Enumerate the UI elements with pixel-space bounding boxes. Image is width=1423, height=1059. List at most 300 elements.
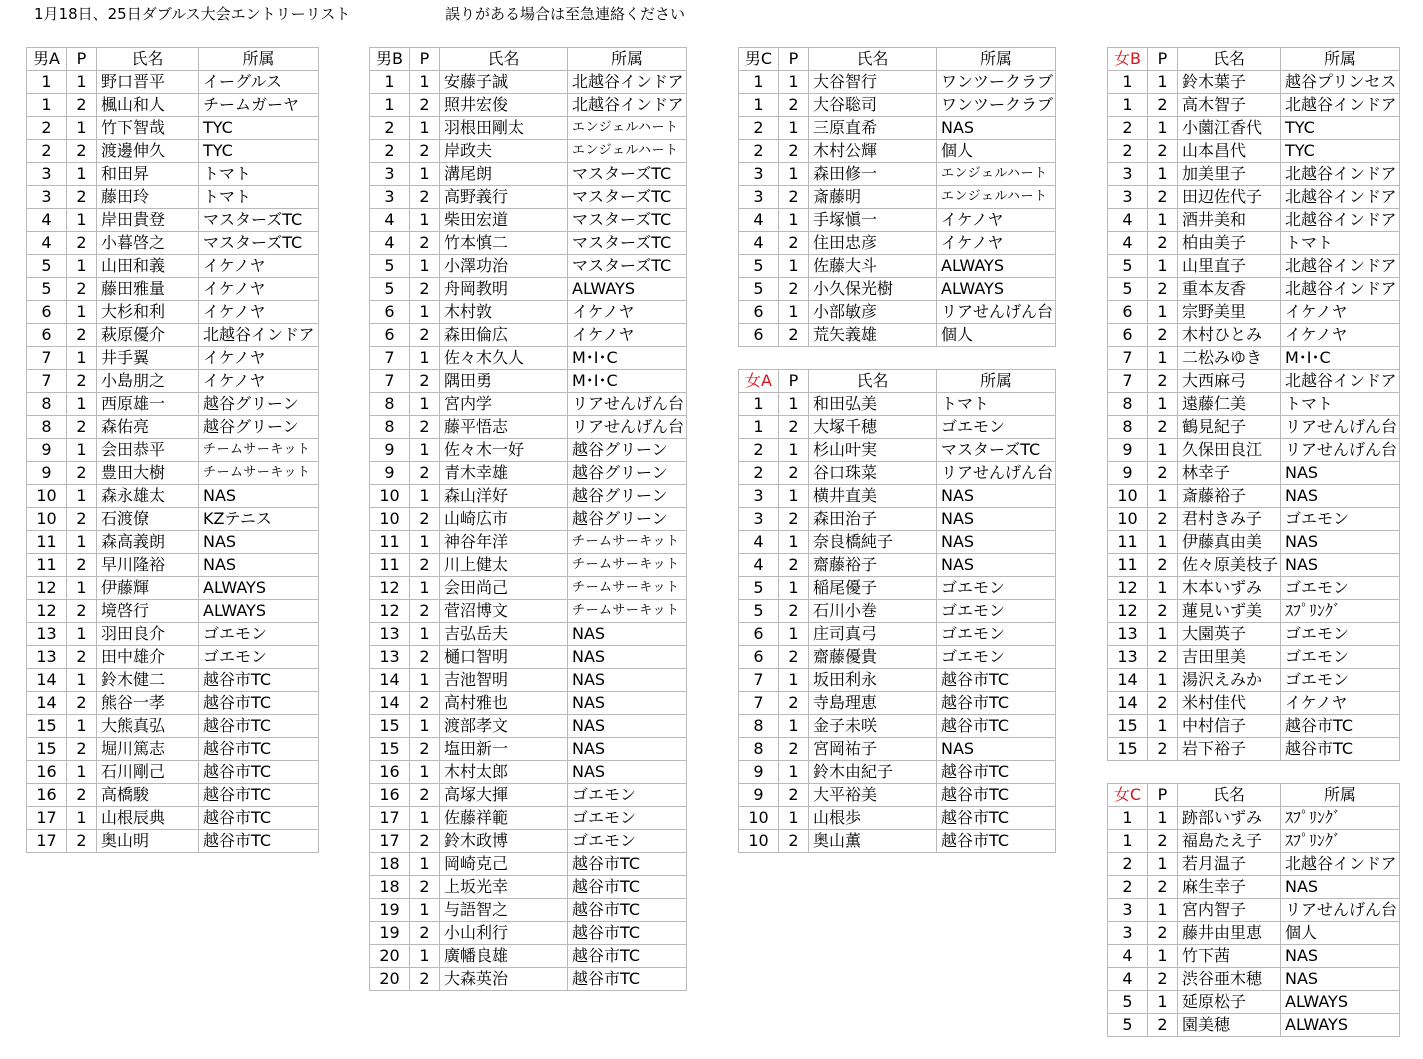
player-name-cell: 山田和義 [97, 255, 199, 278]
pair-number-cell: 15 [370, 738, 410, 761]
table-row [27, 807, 319, 830]
table-row [27, 439, 319, 462]
table-row [27, 577, 319, 600]
club-cell: ゴエモン [1281, 669, 1400, 692]
table-row [739, 784, 1056, 807]
table-row [1108, 508, 1400, 531]
table-row [27, 554, 319, 577]
pair-number-cell: 10 [739, 830, 779, 853]
player-name-cell: 山根辰典 [97, 807, 199, 830]
pair-number-cell: 17 [27, 807, 67, 830]
pair-number-cell: 19 [370, 899, 410, 922]
player-name-cell: 森高義朗 [97, 531, 199, 554]
club-cell: 北越谷インドア [1281, 209, 1400, 232]
table-row [370, 485, 687, 508]
table-row [27, 623, 319, 646]
pair-position-cell: 1 [410, 117, 440, 140]
club-cell: NAS [1281, 876, 1400, 899]
pair-position-cell: 1 [779, 623, 809, 646]
pair-position-cell: 2 [1148, 416, 1178, 439]
player-name-cell: 寺島理恵 [809, 692, 937, 715]
pair-position-cell: 1 [1148, 209, 1178, 232]
pair-number-cell: 7 [370, 370, 410, 393]
club-cell: ゴエモン [568, 830, 687, 853]
player-name-cell: 上坂光幸 [440, 876, 568, 899]
name-header: 氏名 [440, 48, 568, 71]
club-cell: 越谷市TC [937, 669, 1056, 692]
player-name-cell: 木村公輝 [809, 140, 937, 163]
pair-number-cell: 11 [1108, 531, 1148, 554]
page-title: 1月18日、25日ダブルス大会エントリーリスト [34, 5, 351, 23]
pair-number-cell: 12 [27, 577, 67, 600]
club-cell: 越谷市TC [568, 922, 687, 945]
club-cell: NAS [1281, 485, 1400, 508]
player-name-cell: 延原松子 [1178, 991, 1281, 1014]
club-cell: マスターズTC [568, 163, 687, 186]
club-cell: トマト [937, 393, 1056, 416]
club-cell: リアせんげん台 [1281, 439, 1400, 462]
club-header: 所属 [1281, 784, 1400, 807]
pair-number-cell: 6 [739, 324, 779, 347]
player-name-cell: 中村信子 [1178, 715, 1281, 738]
club-cell: 北越谷インドア [1281, 163, 1400, 186]
pair-position-cell: 2 [67, 738, 97, 761]
pair-position-cell: 1 [779, 301, 809, 324]
player-name-cell: 吉弘岳夫 [440, 623, 568, 646]
table-row [1108, 715, 1400, 738]
pair-position-cell: 1 [1148, 71, 1178, 94]
club-cell: マスターズTC [199, 209, 319, 232]
table-row [739, 715, 1056, 738]
player-name-cell: 手塚愼一 [809, 209, 937, 232]
table-row [739, 255, 1056, 278]
table-row [27, 830, 319, 853]
pair-position-cell: 2 [1148, 922, 1178, 945]
table-row [739, 554, 1056, 577]
table-row [27, 94, 319, 117]
pair-number-cell: 7 [27, 370, 67, 393]
table-row [27, 784, 319, 807]
table-row [739, 209, 1056, 232]
pair-number-cell: 13 [370, 646, 410, 669]
pair-number-cell: 1 [1108, 807, 1148, 830]
pair-position-cell: 1 [410, 853, 440, 876]
pair-position-cell: 2 [1148, 876, 1178, 899]
player-name-cell: 羽根田剛太 [440, 117, 568, 140]
pair-number-cell: 6 [370, 324, 410, 347]
pair-number-cell: 14 [1108, 669, 1148, 692]
player-name-cell: 若月温子 [1178, 853, 1281, 876]
pair-number-cell: 13 [1108, 623, 1148, 646]
table-row [370, 761, 687, 784]
player-name-cell: 竹下智哉 [97, 117, 199, 140]
club-cell: 越谷市TC [199, 807, 319, 830]
pair-position-cell: 1 [410, 623, 440, 646]
pair-number-cell: 3 [1108, 163, 1148, 186]
table-row [1108, 991, 1400, 1014]
table-row [739, 439, 1056, 462]
club-cell: エンジェルハート [937, 186, 1056, 209]
table-row [27, 715, 319, 738]
table-row [739, 577, 1056, 600]
table-row [1108, 301, 1400, 324]
pair-position-cell: 1 [779, 255, 809, 278]
club-cell: ゴエモン [937, 623, 1056, 646]
player-name-cell: 坂田利永 [809, 669, 937, 692]
player-name-cell: 遠藤仁美 [1178, 393, 1281, 416]
pair-number-cell: 3 [739, 163, 779, 186]
table-row [1108, 968, 1400, 991]
pair-number-cell: 2 [370, 117, 410, 140]
club-cell: トマト [199, 186, 319, 209]
table-row [370, 968, 687, 991]
table-row [370, 945, 687, 968]
player-name-cell: 小山利行 [440, 922, 568, 945]
pair-position-cell: 1 [410, 439, 440, 462]
player-name-cell: 渡邊伸久 [97, 140, 199, 163]
player-name-cell: 藤田玲 [97, 186, 199, 209]
club-cell: 越谷プリンセス [1281, 71, 1400, 94]
player-name-cell: 和田弘美 [809, 393, 937, 416]
player-name-cell: 与語智之 [440, 899, 568, 922]
club-cell: イケノヤ [568, 301, 687, 324]
player-name-cell: 照井宏俊 [440, 94, 568, 117]
table-row [1108, 485, 1400, 508]
player-name-cell: 岸政夫 [440, 140, 568, 163]
pair-number-cell: 11 [1108, 554, 1148, 577]
pair-number-cell: 3 [27, 186, 67, 209]
pair-position-cell: 1 [67, 669, 97, 692]
pair-position-cell: 1 [1148, 163, 1178, 186]
group-label-header: 女B [1108, 48, 1148, 71]
pair-position-cell: 1 [410, 715, 440, 738]
player-name-cell: 山本昌代 [1178, 140, 1281, 163]
pair-number-cell: 12 [370, 577, 410, 600]
pair-position-cell: 1 [779, 163, 809, 186]
player-name-cell: 森山洋好 [440, 485, 568, 508]
club-cell: 越谷市TC [937, 830, 1056, 853]
table-row [27, 485, 319, 508]
club-cell: 越谷市TC [199, 784, 319, 807]
table-row [739, 508, 1056, 531]
table-row [739, 163, 1056, 186]
pair-position-cell: 1 [779, 485, 809, 508]
table-row [370, 853, 687, 876]
table-row [1108, 347, 1400, 370]
club-cell: NAS [1281, 462, 1400, 485]
club-cell: リアせんげん台 [1281, 416, 1400, 439]
pair-position-cell: 1 [1148, 255, 1178, 278]
player-name-cell: 藤井由里恵 [1178, 922, 1281, 945]
pair-position-cell: 2 [410, 830, 440, 853]
pair-number-cell: 1 [370, 71, 410, 94]
club-cell: TYC [1281, 140, 1400, 163]
pair-number-cell: 1 [739, 71, 779, 94]
club-cell: チームサーキット [199, 462, 319, 485]
club-cell: 北越谷インドア [1281, 278, 1400, 301]
table-row [27, 508, 319, 531]
pair-number-cell: 10 [370, 485, 410, 508]
table-row [1108, 738, 1400, 761]
club-cell: イケノヤ [199, 370, 319, 393]
player-name-cell: 横井直美 [809, 485, 937, 508]
table-row [1108, 462, 1400, 485]
table-row [1108, 163, 1400, 186]
pair-position-cell: 1 [410, 669, 440, 692]
table-row [739, 807, 1056, 830]
pair-number-cell: 8 [739, 715, 779, 738]
table-row [1108, 577, 1400, 600]
pair-position-cell: 2 [67, 600, 97, 623]
pair-position-cell: 1 [67, 761, 97, 784]
club-cell: ゴエモン [1281, 646, 1400, 669]
pair-number-cell: 7 [1108, 347, 1148, 370]
pair-number-cell: 15 [1108, 715, 1148, 738]
table-row [739, 692, 1056, 715]
pair-position-header: P [67, 48, 97, 71]
pair-number-cell: 7 [370, 347, 410, 370]
club-cell: NAS [937, 738, 1056, 761]
club-cell: ALWAYS [937, 278, 1056, 301]
entry-table-female-a [738, 369, 1056, 853]
table-row [739, 738, 1056, 761]
table-row [739, 462, 1056, 485]
player-name-cell: 高野義行 [440, 186, 568, 209]
pair-position-cell: 2 [1148, 600, 1178, 623]
player-name-cell: 木村敦 [440, 301, 568, 324]
table-row [27, 393, 319, 416]
pair-number-cell: 9 [27, 462, 67, 485]
club-cell: エンジェルハート [568, 140, 687, 163]
pair-number-cell: 6 [1108, 324, 1148, 347]
club-cell: 北越谷インドア [568, 94, 687, 117]
club-cell: ワンツークラブ [937, 94, 1056, 117]
pair-position-cell: 2 [1148, 278, 1178, 301]
table-row [370, 531, 687, 554]
player-name-cell: 田辺佐代子 [1178, 186, 1281, 209]
pair-number-cell: 9 [1108, 439, 1148, 462]
pair-number-cell: 2 [739, 439, 779, 462]
player-name-cell: 小部敏彦 [809, 301, 937, 324]
pair-number-cell: 3 [1108, 899, 1148, 922]
table-row [370, 922, 687, 945]
player-name-cell: 渡部孝文 [440, 715, 568, 738]
table-row [739, 301, 1056, 324]
pair-position-cell: 2 [410, 94, 440, 117]
pair-position-cell: 1 [1148, 531, 1178, 554]
pair-position-cell: 2 [67, 508, 97, 531]
pair-number-cell: 1 [370, 94, 410, 117]
pair-number-cell: 8 [1108, 416, 1148, 439]
table-row [27, 738, 319, 761]
entry-table-male-b [369, 47, 687, 991]
pair-number-cell: 2 [1108, 117, 1148, 140]
club-cell: TYC [1281, 117, 1400, 140]
pair-position-header: P [1148, 784, 1178, 807]
pair-position-cell: 2 [67, 94, 97, 117]
player-name-cell: 斎藤裕子 [1178, 485, 1281, 508]
pair-number-cell: 4 [370, 232, 410, 255]
club-cell: 越谷市TC [568, 853, 687, 876]
club-cell: 越谷市TC [937, 715, 1056, 738]
pair-number-cell: 11 [27, 554, 67, 577]
pair-position-cell: 1 [1148, 117, 1178, 140]
player-name-cell: 谷口珠菜 [809, 462, 937, 485]
pair-position-cell: 1 [67, 393, 97, 416]
pair-position-cell: 1 [410, 577, 440, 600]
club-cell: ゴエモン [937, 600, 1056, 623]
club-cell: ｽﾌﾟﾘﾝｸﾞ [1281, 600, 1400, 623]
pair-position-cell: 2 [1148, 186, 1178, 209]
club-cell: イケノヤ [937, 209, 1056, 232]
table-row [739, 278, 1056, 301]
pair-number-cell: 14 [370, 669, 410, 692]
table-row [370, 186, 687, 209]
player-name-cell: 鶴見紀子 [1178, 416, 1281, 439]
table-row [27, 531, 319, 554]
player-name-cell: 渋谷亜木穂 [1178, 968, 1281, 991]
pair-position-cell: 2 [779, 508, 809, 531]
player-name-cell: 大平裕美 [809, 784, 937, 807]
pair-number-cell: 15 [27, 738, 67, 761]
table-row [739, 531, 1056, 554]
player-name-cell: 木村ひとみ [1178, 324, 1281, 347]
table-row [27, 209, 319, 232]
pair-position-cell: 1 [67, 439, 97, 462]
pair-position-cell: 1 [410, 899, 440, 922]
club-cell: イケノヤ [1281, 692, 1400, 715]
pair-position-cell: 2 [410, 646, 440, 669]
player-name-cell: 羽田良介 [97, 623, 199, 646]
club-cell: マスターズTC [199, 232, 319, 255]
pair-position-cell: 1 [1148, 393, 1178, 416]
club-cell: イケノヤ [937, 232, 1056, 255]
club-cell: ゴエモン [1281, 508, 1400, 531]
player-name-cell: 小久保光樹 [809, 278, 937, 301]
pair-number-cell: 3 [27, 163, 67, 186]
table-row [370, 370, 687, 393]
player-name-cell: 小島朋之 [97, 370, 199, 393]
table-row [739, 485, 1056, 508]
club-cell: M･I･C [1281, 347, 1400, 370]
table-row [370, 600, 687, 623]
pair-number-cell: 3 [370, 163, 410, 186]
table-row [370, 140, 687, 163]
table-row [27, 232, 319, 255]
club-cell: 越谷市TC [568, 968, 687, 991]
player-name-cell: 山崎広市 [440, 508, 568, 531]
pair-number-cell: 6 [739, 646, 779, 669]
pair-number-cell: 15 [370, 715, 410, 738]
player-name-cell: 奈良橋純子 [809, 531, 937, 554]
player-name-cell: 藤田雅量 [97, 278, 199, 301]
pair-number-cell: 5 [1108, 255, 1148, 278]
player-name-cell: 溝尾朗 [440, 163, 568, 186]
pair-position-cell: 2 [67, 692, 97, 715]
club-cell: 越谷市TC [568, 899, 687, 922]
player-name-cell: 青木幸雄 [440, 462, 568, 485]
club-cell: 越谷市TC [1281, 738, 1400, 761]
pair-number-cell: 12 [370, 600, 410, 623]
club-cell: TYC [199, 117, 319, 140]
pair-number-cell: 13 [1108, 646, 1148, 669]
pair-number-cell: 1 [27, 71, 67, 94]
pair-position-cell: 2 [67, 278, 97, 301]
pair-position-cell: 2 [67, 416, 97, 439]
pair-position-cell: 1 [779, 807, 809, 830]
player-name-cell: 楓山和人 [97, 94, 199, 117]
pair-position-cell: 2 [67, 370, 97, 393]
pair-number-cell: 8 [1108, 393, 1148, 416]
pair-number-cell: 5 [739, 255, 779, 278]
pair-number-cell: 4 [739, 209, 779, 232]
club-header: 所属 [937, 370, 1056, 393]
pair-position-cell: 1 [1148, 715, 1178, 738]
pair-position-cell: 2 [1148, 462, 1178, 485]
table-row [370, 623, 687, 646]
club-cell: イケノヤ [199, 301, 319, 324]
club-cell: マスターズTC [568, 232, 687, 255]
table-row [739, 140, 1056, 163]
pair-position-cell: 1 [410, 945, 440, 968]
table-row [739, 646, 1056, 669]
player-name-cell: 隅田勇 [440, 370, 568, 393]
club-cell: ALWAYS [199, 577, 319, 600]
table-row [1108, 232, 1400, 255]
club-cell: NAS [1281, 968, 1400, 991]
club-cell: NAS [568, 761, 687, 784]
player-name-cell: 安藤子誠 [440, 71, 568, 94]
table-row [1108, 140, 1400, 163]
player-name-cell: 鈴木由紀子 [809, 761, 937, 784]
club-cell: ｽﾌﾟﾘﾝｸﾞ [1281, 807, 1400, 830]
table-row [370, 876, 687, 899]
pair-number-cell: 1 [739, 393, 779, 416]
pair-number-cell: 16 [370, 761, 410, 784]
player-name-cell: 石渡僚 [97, 508, 199, 531]
pair-number-cell: 19 [370, 922, 410, 945]
club-cell: M･I･C [568, 347, 687, 370]
club-header: 所属 [199, 48, 319, 71]
table-row [370, 347, 687, 370]
player-name-cell: 三原直希 [809, 117, 937, 140]
pair-number-cell: 15 [1108, 738, 1148, 761]
table-row [1108, 807, 1400, 830]
club-cell: エンジェルハート [568, 117, 687, 140]
club-cell: NAS [568, 738, 687, 761]
pair-position-cell: 1 [67, 577, 97, 600]
table-row [1108, 209, 1400, 232]
pair-number-cell: 18 [370, 853, 410, 876]
table-row [1108, 554, 1400, 577]
pair-position-cell: 2 [779, 278, 809, 301]
pair-number-cell: 3 [739, 508, 779, 531]
pair-number-cell: 4 [1108, 232, 1148, 255]
club-cell: NAS [937, 531, 1056, 554]
player-name-cell: 大園英子 [1178, 623, 1281, 646]
pair-position-cell: 2 [410, 186, 440, 209]
player-name-cell: 福島たえ子 [1178, 830, 1281, 853]
player-name-cell: 田中雄介 [97, 646, 199, 669]
pair-position-cell: 1 [410, 347, 440, 370]
pair-position-cell: 1 [410, 71, 440, 94]
player-name-cell: 大熊真弘 [97, 715, 199, 738]
table-row [739, 600, 1056, 623]
club-cell: ALWAYS [1281, 991, 1400, 1014]
player-name-cell: 加美里子 [1178, 163, 1281, 186]
entry-table-female-b [1107, 47, 1400, 761]
player-name-cell: 岩下裕子 [1178, 738, 1281, 761]
